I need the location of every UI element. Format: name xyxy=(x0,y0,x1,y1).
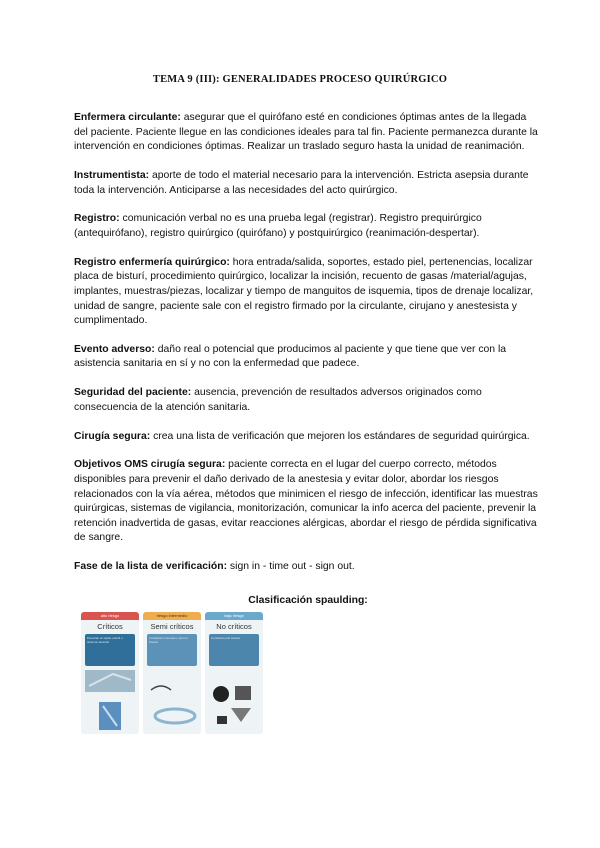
critical-card xyxy=(81,612,139,734)
term: Fase de la lista de verificación: xyxy=(74,561,228,573)
term: Cirugía segura: xyxy=(74,430,151,442)
term: Objetivos OMS cirugía segura: xyxy=(74,459,226,471)
card-band: bajo riesgo xyxy=(205,612,263,620)
term: Enfermera circulante: xyxy=(74,112,181,123)
definition: daño real o potencial que producimos al paciente y que tiene que ver con la asistencia sanitaria en sí y no con la enfermedad que padece. xyxy=(74,343,507,370)
definition-paragraph xyxy=(74,111,542,155)
definition: aporte de todo el material necesario para la intervención. Estricta asepsia durante toda la intervención. Anticiparse a las necesidades del acto quirúrgico. xyxy=(74,169,529,196)
definition-paragraph xyxy=(74,560,542,575)
term: Registro: xyxy=(74,213,120,225)
term: Evento adverso: xyxy=(74,343,155,355)
card-band: alto riesgo xyxy=(81,612,139,620)
term: Seguridad del paciente: xyxy=(74,387,192,399)
medical-equipment-image xyxy=(207,666,263,734)
endoscope-image xyxy=(145,666,201,734)
definition: paciente correcta en el lugar del cuerpo correcto, métodos disponibles para prevenir el daño derivado de la anestesia y evitar dolor, abordar los riesgos relacionados con la vía aérea, métodos que minimicen el riesgo de infección, identificar las muestras quirúrgicas, sistemas de vigilancia, monitorización, comunicar la info acerca del paciente, prevenir la retención inadvertida de gasas, evitar reacciones alérgicas, abordar el riesgo de pérdida significativa de sangre. xyxy=(74,459,538,544)
definition: hora entrada/salida, soportes, estado piel, pertenencias, localizar placa de bisturí, procedimiento quirúrgico, localizar la incisión, recuento de gasas /material/agujas, implantes, muestras/piezas, localizar y tiempo de manguitos de isquemia, tipos de drenaje localizar, unidad de sangre, paciente sale con el registro firmado por la circulante, cirujano y anestesista y cumplimentado. xyxy=(74,256,534,327)
card-title: Semi críticos xyxy=(150,622,194,631)
definition-paragraph xyxy=(74,169,542,198)
card-description: Contactan mucosas o piel no intacta xyxy=(147,634,197,666)
document-body xyxy=(74,111,542,589)
definition-paragraph xyxy=(74,386,542,415)
term: Registro enfermería quirúrgico: xyxy=(74,256,230,268)
semi-critical-card xyxy=(143,612,201,734)
page-title: TEMA 9 (III): GENERALIDADES PROCESO QUIRÚRGICO xyxy=(152,74,448,85)
card-band: riesgo intermedio xyxy=(143,612,201,620)
spaulding-heading: Clasificación spaulding: xyxy=(248,595,368,606)
definition: crea una lista de verificación que mejoren los estándares de seguridad quirúrgica. xyxy=(150,430,530,442)
definition: sign in - time out - sign out. xyxy=(227,561,355,573)
definition-paragraph xyxy=(74,212,542,241)
definition-paragraph xyxy=(74,430,542,445)
non-critical-card xyxy=(205,612,263,734)
definition-paragraph xyxy=(74,458,542,546)
card-title: Críticos xyxy=(97,622,123,631)
definition: asegurar que el quirófano esté en condiciones óptimas antes de la llegada del paciente. Paciente llegue en las condiciones ideales para tal fin. Paciente permanezca durante la intervención en condiciones óptimas. Realizar un traslado seguro hasta la unidad de reanimación. xyxy=(74,112,538,153)
definition: comunicación verbal no es una prueba legal (registrar). Registro prequirúrgico (antequirófano), registro quirúrgico (quirófano) y postquirúrgico (reanimación-despertar). xyxy=(74,213,482,239)
definition: ausencia, prevención de resultados adversos originados como consecuencia de la atención sanitaria. xyxy=(74,387,482,413)
surgical-instruments-image xyxy=(83,666,139,734)
spaulding-figure xyxy=(81,612,263,734)
term: Instrumentista: xyxy=(74,169,150,181)
card-description: Contactan piel intacta xyxy=(209,634,259,666)
definition-paragraph xyxy=(74,343,542,372)
definition-paragraph xyxy=(74,256,542,329)
card-title: No críticos xyxy=(216,622,252,631)
card-description: Penetran en tejido estéril o sistema vascular xyxy=(85,634,135,666)
